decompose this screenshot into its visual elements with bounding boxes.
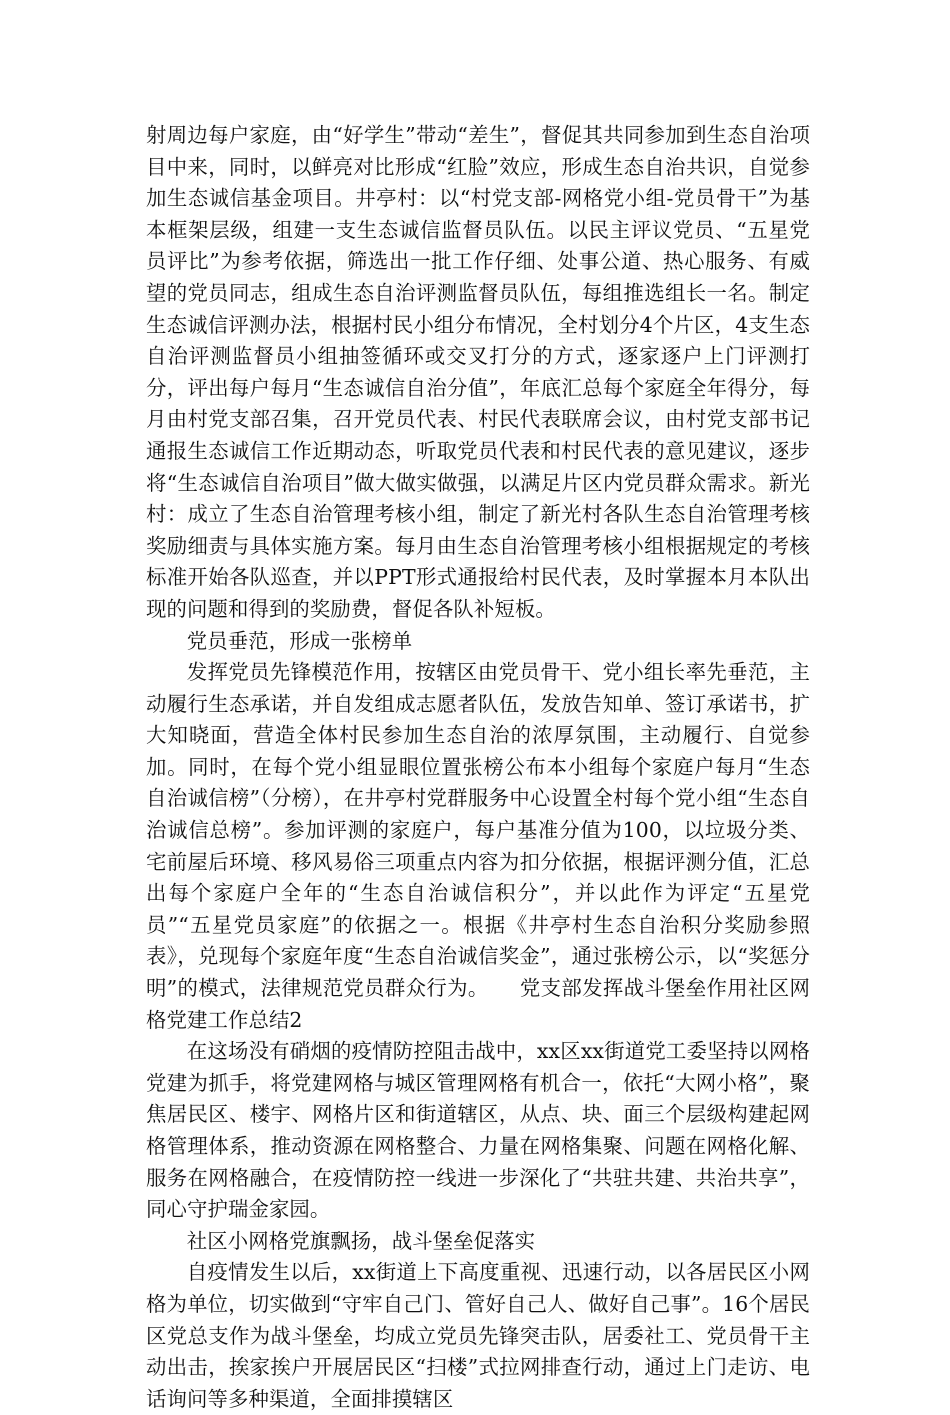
- body-paragraph-3: 在这场没有硝烟的疫情防控阻击战中，xx区xx街道党工委坚持以网格党建为抓手，将党建网格与城区管理网格有机合一，依托“大网小格”，聚焦居民区、楼宇、网格片区和街道辖区，从点、块、面三个层级构建起网格管理体系，推动资源在网格整合、力量在网格集聚、问题在网格化解、服务在网格融合，在疫情防控一线进一步深化了“共驻共建、共治共享”，同心守护瑞金家园。: [146, 1039, 810, 1222]
- body-paragraph-4: 自疫情发生以后，xx街道上下高度重视、迅速行动，以各居民区小网格为单位，切实做到“守牢自己门、管好自己人、做好自己事”。16个居民区党总支作为战斗堡垒，均成立党员先锋突击队，居委社工、党员骨干主动出击，挨家挨户开展居民区“扫楼”式拉网排查行动，通过上门走访、电话询问等多种渠道，全面排摸辖区: [146, 1260, 810, 1411]
- section-heading-community-grid: 社区小网格党旗飘扬，战斗堡垒促落实: [186, 1228, 536, 1253]
- document-page: [146, 120, 810, 1415]
- body-paragraph-2: 发挥党员先锋模范作用，按辖区由党员骨干、党小组长率先垂范，主动履行生态承诺，并自发组成志愿者队伍，发放告知单、签订承诺书，扩大知晓面，营造全体村民参加生态自治的浓厚氛围，主动履行、自觉参加。同时，在每个党小组显眼位置张榜公布本小组每个家庭户每月“生态自治诚信榜”（分榜），在井亭村党群服务中心设置全村每个党小组“生态自治诚信总榜”。参加评测的家庭户，每户基准分值为100，以垃圾分类、宅前屋后环境、移风易俗三项重点内容为扣分依据，根据评测分值，汇总出每个家庭户全年的“生态自治诚信积分”，并以此作为评定“五星党员”“五星党员家庭”的依据之一。根据《井亭村生态自治积分奖励参照表》，兑现每个家庭年度“生态自治诚信奖金”，通过张榜公示，以“奖惩分明”的模式，法律规范党员群众行为。 党支部发挥战斗堡垒作用社区网格党建工作总结2: [146, 660, 810, 1032]
- body-paragraph-1: 射周边每户家庭，由“好学生”带动“差生”，督促其共同参加到生态自治项目中来，同时，以鲜亮对比形成“红脸”效应，形成生态自治共识，自觉参加生态诚信基金项目。井亭村：以“村党支部-网格党小组-党员骨干”为基本框架层级，组建一支生态诚信监督员队伍。以民主评议党员、“五星党员评比”为参考依据，筛选出一批工作仔细、处事公道、热心服务、有威望的党员同志，组成生态自治评测监督员队伍，每组推选组长一名。制定生态诚信评测办法，根据村民小组分布情况，全村划分4个片区，4支生态自治评测监督员小组抽签循环或交叉打分的方式，逐家逐户上门评测打分，评出每户每月“生态诚信自治分值”，年底汇总每个家庭全年得分，每月由村党支部召集，召开党员代表、村民代表联席会议，由村党支部书记通报生态诚信工作近期动态，听取党员代表和村民代表的意见建议，逐步将“生态诚信自治项目”做大做实做强，以满足片区内党员群众需求。新光村：成立了生态自治管理考核小组，制定了新光村各队生态自治管理考核奖励细责与具体实施方案。每月由生态自治管理考核小组根据规定的考核标准开始各队巡查，并以PPT形式通报给村民代表，及时掌握本月本队出现的问题和得到的奖励费，督促各队补短板。: [146, 123, 810, 621]
- section-heading-party-member-example: 党员垂范，形成一张榜单: [186, 628, 413, 653]
